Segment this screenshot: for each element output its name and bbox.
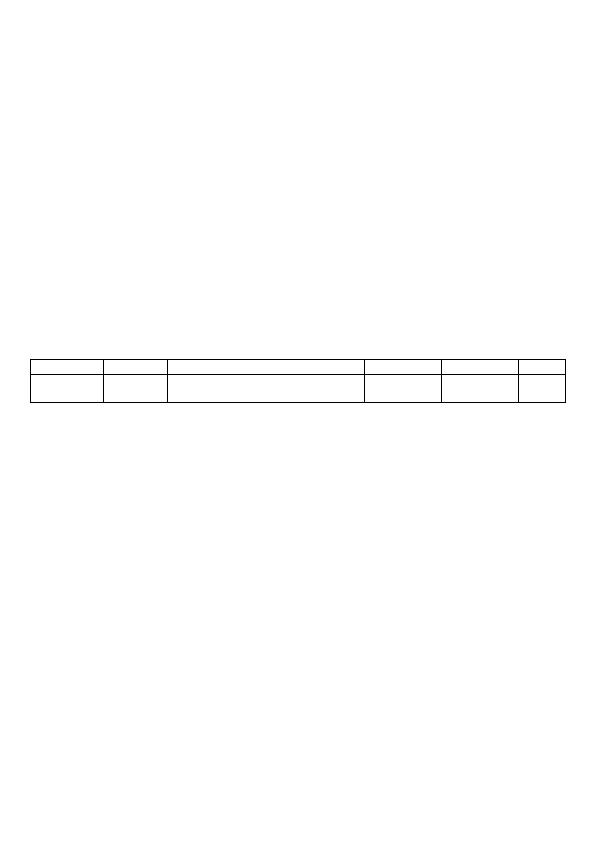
cell-level	[103, 375, 167, 403]
header-level	[103, 360, 167, 375]
cell-time	[442, 375, 519, 403]
lesson-info-table	[30, 359, 566, 403]
header-roll	[519, 360, 566, 375]
header-learning-area	[167, 360, 365, 375]
table-row	[31, 375, 566, 403]
cell-roll	[519, 375, 566, 403]
header-school	[31, 360, 104, 375]
table-header-row	[31, 360, 566, 375]
header-date	[365, 360, 442, 375]
cell-date	[365, 375, 442, 403]
cell-learning-area	[167, 375, 365, 403]
cell-school	[31, 375, 104, 403]
header-time	[442, 360, 519, 375]
